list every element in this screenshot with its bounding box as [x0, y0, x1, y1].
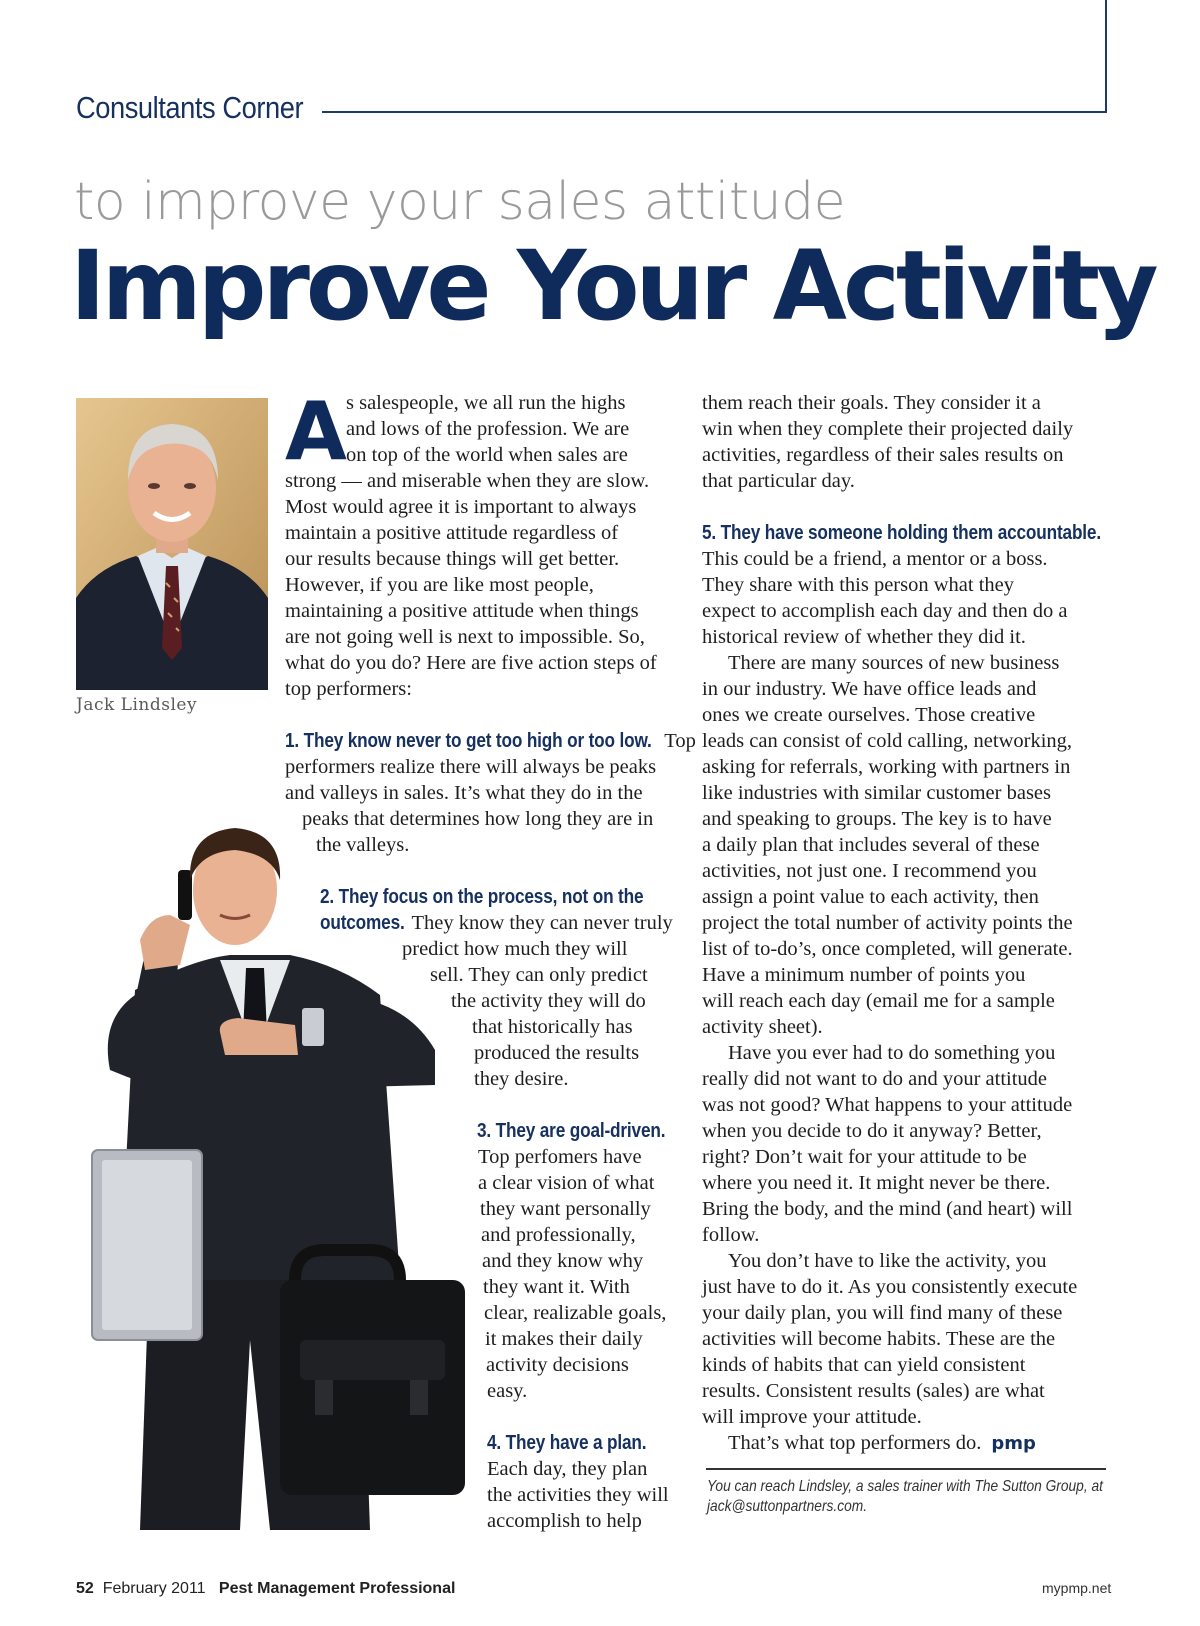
col3-line: will improve your attitude. [702, 1406, 922, 1428]
step-1-line: the valleys. [316, 834, 410, 856]
step-3-line: Top perfomers have [478, 1146, 642, 1168]
col3-line: leads can consist of cold calling, networking, [702, 730, 1073, 752]
step-1-first-line [285, 728, 696, 754]
step-5-line: This could be a friend, a mentor or a boss. [702, 548, 1048, 570]
col3-line: when you decide to do it anyway? Better, [702, 1120, 1042, 1142]
drop-cap: A [285, 385, 347, 478]
intro-line: strong — and miserable when they are slow. [285, 470, 650, 492]
col3-line: will reach each day (email me for a sample [702, 990, 1055, 1012]
col3-line: really did not want to do and your attitude [702, 1068, 1048, 1090]
col3-line: assign a point value to each activity, then [702, 886, 1039, 908]
col3-line: right? Don’t wait for your attitude to be [702, 1146, 1027, 1168]
step-5-heading: 5. They have someone holding them accountable. [702, 521, 1101, 544]
issue-date: February 2011 [102, 1580, 206, 1597]
col3-line: like industries with similar customer bases [702, 782, 1052, 804]
step-1-line: and valleys in sales. It’s what they do in the [285, 782, 643, 804]
col3-line: asking for referrals, working with partners in [702, 756, 1071, 778]
col3-line: in our industry. We have office leads and [702, 678, 1037, 700]
step-2-first-line [320, 910, 673, 936]
col3-line: Bring the body, and the mind (and heart) will [702, 1198, 1073, 1220]
step-5-line: expect to accomplish each day and then do a [702, 600, 1068, 622]
step-2-line: that historically has [472, 1016, 633, 1038]
step-2-line: the activity they will do [451, 990, 646, 1012]
step-3-line: easy. [487, 1380, 528, 1402]
step-3-line: clear, realizable goals, [484, 1302, 667, 1324]
byline-rule [706, 1468, 1106, 1470]
col3-line: where you need it. It might never be there. [702, 1172, 1051, 1194]
step-4-line: accomplish to help [487, 1510, 642, 1532]
step-3-line: they want it. With [483, 1276, 630, 1298]
closing-text: That’s what top performers do. [728, 1432, 982, 1454]
intro-line: what do you do? Here are five action steps of [285, 652, 657, 674]
step-3-line: a clear vision of what [478, 1172, 655, 1194]
step-5-heading-line [702, 520, 1177, 546]
step-3-heading-line [477, 1118, 701, 1144]
author-photo [76, 398, 268, 690]
closing-line [728, 1430, 1036, 1457]
col3-line: activities, regardless of their sales results on [702, 444, 1064, 466]
step-4-line: Each day, they plan [487, 1458, 648, 1480]
step-2-heading: 2. They focus on the process, not on the [320, 885, 644, 908]
step-3-line: and they know why [482, 1250, 644, 1272]
step-4-heading-line [487, 1430, 677, 1456]
step-3-line: activity decisions [486, 1354, 629, 1376]
author-byline: You can reach Lindsley, a sales trainer with The Sutton Group, at [707, 1478, 1103, 1495]
col3-line: just have to do it. As you consistently execute [702, 1276, 1078, 1298]
step-2-line: produced the results [474, 1042, 640, 1064]
page-title: Improve Your Activity [70, 230, 1155, 342]
col3-line: was not good? What happens to your attitude [702, 1094, 1073, 1116]
col3-line: list of to-do’s, once completed, will generate. [702, 938, 1073, 960]
intro-line: our results because things will get better. [285, 548, 620, 570]
author-caption: Jack Lindsley [76, 695, 198, 715]
publication-name: Pest Management Professional [218, 1580, 456, 1597]
headline-kicker: to improve your sales attitude [74, 172, 846, 232]
step-1-heading: 1. They know never to get too high or too low. [285, 729, 652, 752]
intro-line: top performers: [285, 678, 412, 700]
step-2-heading-line [320, 884, 705, 910]
step-5-line: historical review of whether they did it. [702, 626, 1026, 648]
intro-line: maintain a positive attitude regardless of [285, 522, 619, 544]
intro-line: are not going well is next to impossible. So, [285, 626, 645, 648]
step-1-lead: Top [659, 730, 696, 752]
col3-line: results. Consistent results (sales) are what [702, 1380, 1045, 1402]
col3-line: kinds of habits that can yield consistent [702, 1354, 1026, 1376]
step-2-lead: They know they can never truly [406, 912, 673, 934]
step-5-line: They share with this person what they [702, 574, 1014, 596]
col3-line: that particular day. [702, 470, 855, 492]
step-1-line: performers realize there will always be peaks [285, 756, 657, 778]
footer-info [76, 1580, 455, 1598]
col3-line: your daily plan, you will find many of these [702, 1302, 1063, 1324]
col3-line: them reach their goals. They consider it a [702, 392, 1041, 414]
col3-line: win when they complete their projected daily [702, 418, 1074, 440]
header-frame-vertical-rule [1105, 0, 1107, 113]
col3-line: activities will become habits. These are the [702, 1328, 1056, 1350]
col3-line: and speaking to groups. The key is to have [702, 808, 1052, 830]
intro-line: and lows of the profession. We are [346, 418, 630, 440]
header-frame-horizontal-rule [322, 111, 1107, 113]
col3-line: activities, not just one. I recommend you [702, 860, 1037, 882]
col3-line: You don’t have to like the activity, you [728, 1250, 1047, 1272]
step-2-line: predict how much they will [402, 938, 628, 960]
step-3-line: and professionally, [481, 1224, 636, 1246]
intro-line: Most would agree it is important to always [285, 496, 637, 518]
intro-line: maintaining a positive attitude when things [285, 600, 639, 622]
section-label: Consultants Corner [76, 90, 304, 125]
step-2-line: sell. They can only predict [430, 964, 648, 986]
step-3-heading: 3. They are goal-driven. [477, 1119, 666, 1142]
step-2-line: they desire. [474, 1068, 569, 1090]
col3-line: project the total number of activity points the [702, 912, 1073, 934]
col3-line: Have a minimum number of points you [702, 964, 1026, 986]
page-number: 52 [76, 1580, 94, 1597]
step-3-line: it makes their daily [485, 1328, 643, 1350]
step-1-line: peaks that determines how long they are in [302, 808, 654, 830]
col3-line: Have you ever had to do something you [728, 1042, 1056, 1064]
intro-line: However, if you are like most people, [285, 574, 594, 596]
step-4-line: the activities they will [487, 1484, 669, 1506]
intro-line: on top of the world when sales are [346, 444, 628, 466]
col3-line: There are many sources of new business [728, 652, 1060, 674]
col3-line: ones we create ourselves. Those creative [702, 704, 1036, 726]
step-3-line: they want personally [480, 1198, 651, 1220]
author-email: jack@suttonpartners.com. [707, 1498, 868, 1515]
website-link[interactable]: mypmp.net [1042, 1580, 1112, 1596]
col3-line: activity sheet). [702, 1016, 823, 1038]
intro-line: s salespeople, we all run the highs [346, 392, 626, 414]
pmp-signature: pmp [991, 1433, 1036, 1454]
step-2-heading-end: outcomes. [320, 911, 405, 934]
col3-line: follow. [702, 1224, 760, 1246]
step-4-heading: 4. They have a plan. [487, 1431, 647, 1454]
col3-line: a daily plan that includes several of these [702, 834, 1040, 856]
